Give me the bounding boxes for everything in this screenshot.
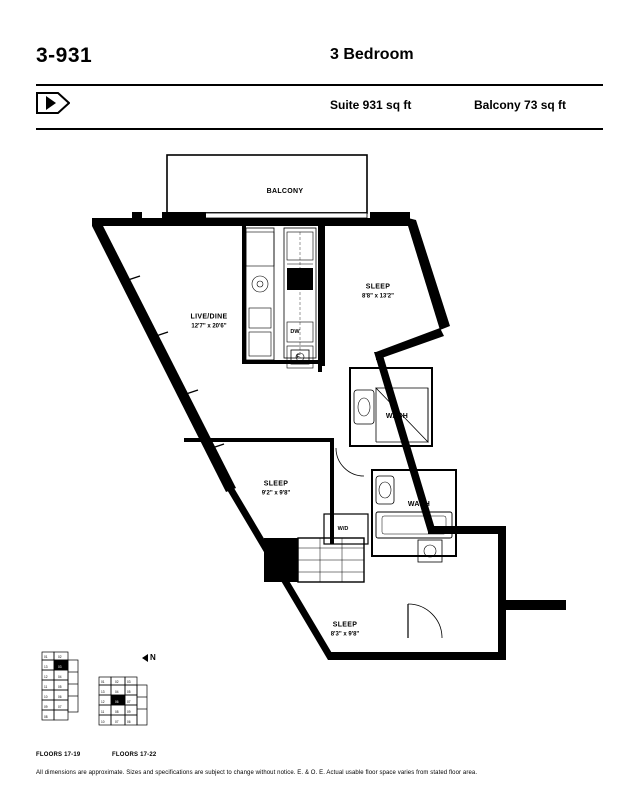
svg-text:04: 04 (58, 675, 62, 679)
key-plan-floors-17-22 (97, 675, 155, 750)
room-label-balcony: BALCONY (266, 187, 304, 195)
svg-text:09: 09 (127, 710, 131, 714)
key-plan-floors-17-19 (36, 650, 84, 747)
appliance-label-dishwasher: DW (290, 329, 300, 335)
svg-text:13: 13 (101, 690, 105, 694)
floor-plan-svg (36, 140, 603, 660)
page-header (36, 44, 603, 78)
svg-text:01: 01 (101, 680, 105, 684)
svg-text:06: 06 (115, 700, 119, 704)
svg-text:07: 07 (127, 700, 131, 704)
floor-plan-drawing (36, 140, 603, 660)
svg-text:09: 09 (44, 705, 48, 709)
balcony-area: Balcony 73 sq ft (474, 98, 567, 112)
room-label-sleep-1: SLEEP 8'8" x 13'2" (362, 283, 394, 300)
north-arrow-icon (142, 654, 148, 662)
svg-text:10: 10 (44, 695, 48, 699)
svg-text:02: 02 (115, 680, 119, 684)
svg-text:03: 03 (127, 680, 131, 684)
room-label-wash-2: WASH (407, 500, 431, 508)
svg-text:12: 12 (44, 675, 48, 679)
header-divider-top (36, 84, 603, 86)
unit-code: 3-931 (36, 44, 93, 67)
svg-text:01: 01 (44, 655, 48, 659)
svg-text:04: 04 (115, 690, 119, 694)
header-title-row (36, 44, 603, 78)
svg-text:13: 13 (44, 665, 48, 669)
unit-type: 3 Bedroom (330, 46, 414, 63)
key-plan-2-caption: FLOORS 17-22 (112, 752, 157, 758)
header-area-row (36, 92, 603, 122)
appliance-label-washer-dryer: W/D (337, 526, 349, 532)
svg-text:07: 07 (58, 705, 62, 709)
flag-marker-icon (36, 92, 70, 119)
room-label-sleep-3: SLEEP 8'3" x 9'8" (330, 621, 360, 638)
svg-text:02: 02 (58, 655, 62, 659)
header-divider-bottom (36, 128, 603, 130)
svg-text:10: 10 (101, 720, 105, 724)
suite-area: Suite 931 sq ft (330, 98, 412, 112)
svg-text:06: 06 (127, 720, 131, 724)
svg-text:06: 06 (58, 695, 62, 699)
svg-text:08: 08 (115, 710, 119, 714)
svg-text:08: 08 (44, 715, 48, 719)
svg-text:12: 12 (101, 700, 105, 704)
key-plan-1-caption: FLOORS 17-19 (36, 752, 81, 758)
north-label: N (150, 653, 156, 662)
north-arrow (142, 653, 156, 662)
room-label-wash-1: WASH (385, 412, 409, 420)
disclaimer-text: All dimensions are approximate. Sizes and specifications are subject to change without notice. E. & O. E. Actual usable floor space varies from stated floor area. (36, 770, 478, 776)
svg-text:03: 03 (58, 665, 62, 669)
appliance-label-fridge: F (296, 354, 300, 360)
svg-text:11: 11 (44, 685, 48, 689)
room-label-sleep-2: SLEEP 9'2" x 9'8" (261, 480, 291, 497)
svg-text:05: 05 (58, 685, 62, 689)
svg-text:11: 11 (101, 710, 105, 714)
svg-text:07: 07 (115, 720, 119, 724)
room-label-live-dine: LIVE/DINE 12'7" x 20'6" (190, 313, 228, 330)
svg-text:05: 05 (127, 690, 131, 694)
